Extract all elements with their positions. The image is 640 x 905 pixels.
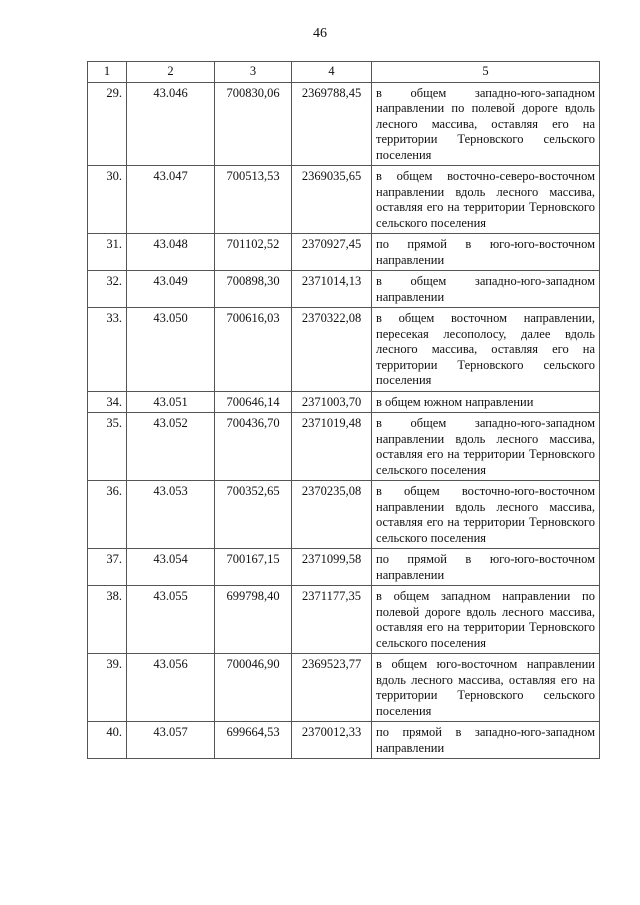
point-code-cell: 43.056	[127, 654, 215, 722]
coordinate-y-cell: 2369035,65	[292, 166, 372, 234]
coordinate-x-cell: 700898,30	[215, 271, 292, 308]
point-code-cell: 43.048	[127, 234, 215, 271]
point-code-cell: 43.047	[127, 166, 215, 234]
coordinate-x-cell: 700167,15	[215, 549, 292, 586]
direction-description-cell: по прямой в западно-юго-западном направлении	[372, 722, 600, 759]
point-number-cell: 32.	[88, 271, 127, 308]
direction-description-cell: по прямой в юго-юго-восточном направлении	[372, 549, 600, 586]
column-header: 2	[127, 62, 215, 83]
point-number-cell: 30.	[88, 166, 127, 234]
point-code-cell: 43.051	[127, 391, 215, 413]
coordinate-x-cell: 701102,52	[215, 234, 292, 271]
direction-description-cell: в общем восточно-юго-восточном направлении вдоль лесного массива, оставляя его на территории Терновского сельского поселения	[372, 481, 600, 549]
coordinate-x-cell: 700646,14	[215, 391, 292, 413]
coordinate-y-cell: 2370322,08	[292, 308, 372, 392]
point-number-cell: 37.	[88, 549, 127, 586]
point-code-cell: 43.052	[127, 413, 215, 481]
point-number-cell: 40.	[88, 722, 127, 759]
point-number-cell: 33.	[88, 308, 127, 392]
point-code-cell: 43.046	[127, 82, 215, 166]
point-code-cell: 43.050	[127, 308, 215, 392]
table-header-row	[88, 62, 600, 83]
point-number-cell: 35.	[88, 413, 127, 481]
direction-description-cell: в общем западном направлении по полевой дороге вдоль лесного массива, оставляя его на территории Терновского сельского поселения	[372, 586, 600, 654]
coordinate-x-cell: 699664,53	[215, 722, 292, 759]
table-row	[88, 234, 600, 271]
direction-description-cell: в общем юго-восточном направлении вдоль лесного массива, оставляя его на территории Терновского сельского поселения	[372, 654, 600, 722]
table-row	[88, 82, 600, 166]
point-code-cell: 43.057	[127, 722, 215, 759]
coordinate-x-cell: 700436,70	[215, 413, 292, 481]
point-number-cell: 39.	[88, 654, 127, 722]
coordinate-x-cell: 699798,40	[215, 586, 292, 654]
table-row	[88, 413, 600, 481]
point-code-cell: 43.054	[127, 549, 215, 586]
column-header: 4	[292, 62, 372, 83]
direction-description-cell: в общем западно-юго-западном направлении по полевой дороге вдоль лесного массива, оставляя его на территории Терновского сельского поселения	[372, 82, 600, 166]
coordinate-y-cell: 2369788,45	[292, 82, 372, 166]
column-header: 3	[215, 62, 292, 83]
table-row	[88, 481, 600, 549]
direction-description-cell: по прямой в юго-юго-восточном направлении	[372, 234, 600, 271]
point-number-cell: 38.	[88, 586, 127, 654]
point-code-cell: 43.055	[127, 586, 215, 654]
table-body	[88, 82, 600, 759]
coordinate-y-cell: 2371177,35	[292, 586, 372, 654]
point-code-cell: 43.049	[127, 271, 215, 308]
direction-description-cell: в общем восточном направлении, пересекая лесополосу, далее вдоль лесного массива, оставляя его на территории Терновского сельского поселения	[372, 308, 600, 392]
boundary-points-table	[87, 61, 600, 759]
coordinate-x-cell: 700352,65	[215, 481, 292, 549]
table-row	[88, 722, 600, 759]
coordinate-y-cell: 2371014,13	[292, 271, 372, 308]
table-row	[88, 654, 600, 722]
coordinate-y-cell: 2369523,77	[292, 654, 372, 722]
direction-description-cell: в общем западно-юго-западном направлении вдоль лесного массива, оставляя его на территории Терновского сельского поселения	[372, 413, 600, 481]
column-header: 1	[88, 62, 127, 83]
table-row	[88, 166, 600, 234]
point-code-cell: 43.053	[127, 481, 215, 549]
direction-description-cell: в общем восточно-северо-восточном направлении вдоль лесного массива, оставляя его на территории Терновского сельского поселения	[372, 166, 600, 234]
point-number-cell: 29.	[88, 82, 127, 166]
coordinate-y-cell: 2371099,58	[292, 549, 372, 586]
coordinate-x-cell: 700513,53	[215, 166, 292, 234]
table-row	[88, 308, 600, 392]
coordinate-y-cell: 2370012,33	[292, 722, 372, 759]
direction-description-cell: в общем южном направлении	[372, 391, 600, 413]
coordinate-x-cell: 700830,06	[215, 82, 292, 166]
direction-description-cell: в общем западно-юго-западном направлении	[372, 271, 600, 308]
coordinate-y-cell: 2371003,70	[292, 391, 372, 413]
table-row	[88, 549, 600, 586]
page-number: 46	[313, 26, 327, 41]
table-row	[88, 391, 600, 413]
coordinate-y-cell: 2371019,48	[292, 413, 372, 481]
table-row	[88, 271, 600, 308]
table-row	[88, 586, 600, 654]
coordinate-y-cell: 2370927,45	[292, 234, 372, 271]
point-number-cell: 36.	[88, 481, 127, 549]
coordinate-y-cell: 2370235,08	[292, 481, 372, 549]
coordinate-x-cell: 700616,03	[215, 308, 292, 392]
point-number-cell: 31.	[88, 234, 127, 271]
point-number-cell: 34.	[88, 391, 127, 413]
coordinate-x-cell: 700046,90	[215, 654, 292, 722]
column-header: 5	[372, 62, 600, 83]
